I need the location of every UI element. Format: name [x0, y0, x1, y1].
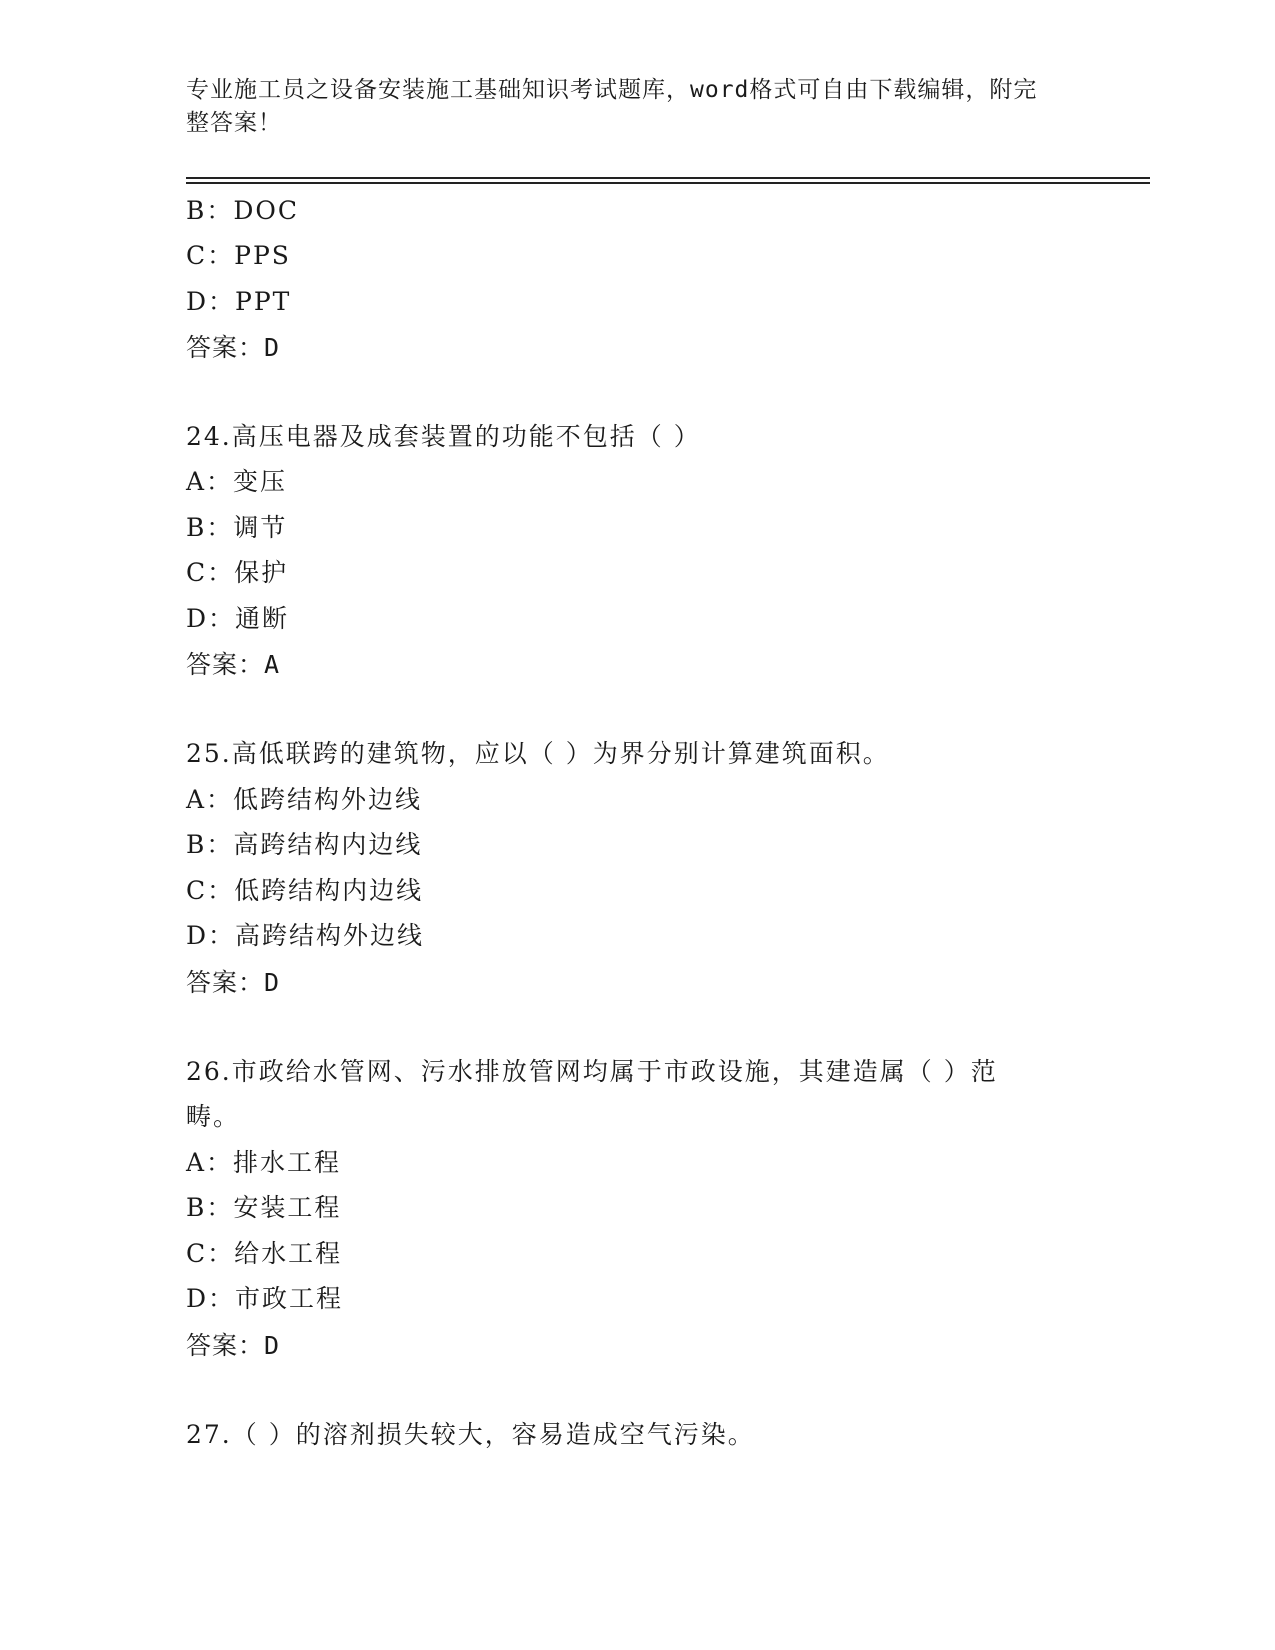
q24-answer: 答案：A: [186, 650, 281, 679]
q23-option-d: D：PPT: [186, 287, 292, 316]
q27-stem: 27.（ ）的溶剂损失较大，容易造成空气污染。: [186, 1420, 755, 1449]
q25-option-a: A：低跨结构外边线: [186, 785, 423, 814]
q25-option-c: C：低跨结构内边线: [186, 876, 424, 905]
q25-answer: 答案：D: [186, 968, 281, 997]
q26-option-c: C：给水工程: [186, 1239, 343, 1268]
q25-option-d: D：高跨结构外边线: [186, 921, 425, 950]
header-title-line2: 整答案！: [186, 110, 282, 136]
q25-option-b: B：高跨结构内边线: [186, 830, 423, 859]
q26-answer: 答案：D: [186, 1331, 281, 1360]
q26-option-b: B：安装工程: [186, 1193, 342, 1222]
header-divider-top: [186, 177, 1150, 179]
q23-option-b: B：DOC: [186, 196, 300, 225]
header-title-line1: 专业施工员之设备安装施工基础知识考试题库，word格式可自由下载编辑，附完: [186, 77, 1038, 103]
q24-option-d: D：通断: [186, 604, 290, 633]
q23-option-c: C：PPS: [186, 241, 291, 270]
q26-stem-line1: 26.市政给水管网、污水排放管网均属于市政设施，其建造属（ ）范: [186, 1057, 998, 1086]
q24-option-a: A：变压: [186, 467, 288, 496]
q24-option-b: B：调节: [186, 513, 288, 542]
q26-option-a: A：排水工程: [186, 1148, 342, 1177]
q23-answer: 答案：D: [186, 333, 281, 362]
q26-stem-line2: 畴。: [186, 1102, 241, 1131]
q24-stem: 24.高压电器及成套装置的功能不包括（ ）: [186, 422, 701, 451]
q25-stem: 25.高低联跨的建筑物，应以（ ）为界分别计算建筑面积。: [186, 739, 890, 768]
q26-option-d: D：市政工程: [186, 1284, 344, 1313]
q24-option-c: C：保护: [186, 558, 289, 587]
header-divider-bottom: [186, 182, 1150, 184]
